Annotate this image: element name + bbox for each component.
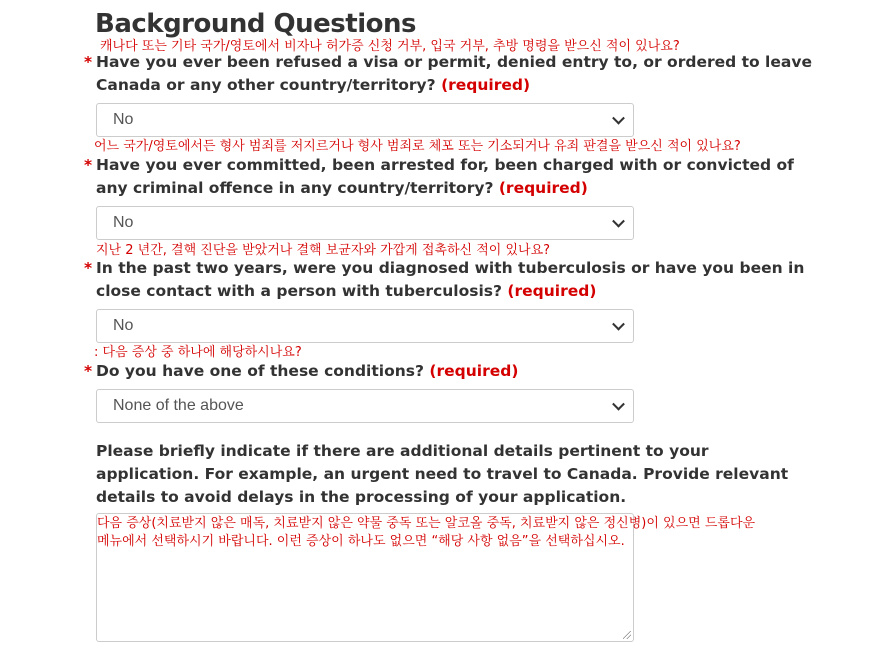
q3-label <box>84 257 816 303</box>
chevron-down-icon <box>612 398 625 411</box>
chevron-down-icon <box>612 318 625 331</box>
section-title: Background Questions <box>95 9 416 39</box>
q1-label <box>84 51 816 97</box>
q1-select[interactable] <box>96 103 634 137</box>
q4-select[interactable] <box>96 389 634 423</box>
chevron-down-icon <box>612 112 625 125</box>
details-label: Please briefly indicate if there are additional details pertinent to your application. For example, an urgent need to travel to Canada. Provide relevant details to avoid delays in the processing of your application. <box>96 442 789 506</box>
required-marker: * <box>84 259 93 277</box>
q3-selected-value: No <box>113 317 134 334</box>
q1-translation: 캐나다 또는 기타 국가/영토에서 비자나 허가증 신청 거부, 입국 거부, 추방 명령을 받으신 적이 있나요? <box>100 39 680 54</box>
details-translation-note: 다음 증상(치료받지 않은 매독, 치료받지 않은 약물 중독 또는 알코올 중독, 치료받지 않은 정신병)이 있으면 드롭다운 메뉴에서 선택하시기 바랍니다. 이런 증상이 하나도 없으면 “해당 사항 없음”을 선택하십시오. <box>97 516 756 549</box>
required-marker: * <box>84 156 93 174</box>
required-label: (required) <box>498 179 588 197</box>
q1-selected-value: No <box>113 111 134 128</box>
required-label: (required) <box>441 76 531 94</box>
required-label: (required) <box>429 362 519 380</box>
q1-text: Have you ever been refused a visa or permit, denied entry to, or ordered to leave Canada or any other country/territory? <box>96 53 812 94</box>
q2-selected-value: No <box>113 214 134 231</box>
q3-text: In the past two years, were you diagnosed with tuberculosis or have you been in close contact with a person with tuberculosis? <box>96 259 805 300</box>
q4-selected-value: None of the above <box>113 397 244 414</box>
chevron-down-icon <box>612 215 625 228</box>
required-label: (required) <box>507 282 597 300</box>
q4-translation: : 다음 증상 중 하나에 해당하시나요? <box>94 345 302 360</box>
q3-select[interactable] <box>96 309 634 343</box>
q2-text: Have you ever committed, been arrested for, been charged with or convicted of any criminal offence in any country/territory? <box>96 156 794 197</box>
q4-text: Do you have one of these conditions? <box>96 362 424 380</box>
required-marker: * <box>84 53 93 71</box>
resize-handle-icon[interactable] <box>623 631 631 639</box>
q4-label <box>84 360 816 383</box>
q2-translation: 어느 국가/영토에서든 형사 범죄를 저지르거나 형사 범죄로 체포 또는 기소되거나 유죄 판결을 받으신 적이 있나요? <box>94 139 741 154</box>
q2-label <box>84 154 816 200</box>
q2-select[interactable] <box>96 206 634 240</box>
q3-translation: 지난 2 년간, 결핵 진단을 받았거나 결핵 보균자와 가깝게 접촉하신 적이 있나요? <box>96 243 551 258</box>
details-textarea[interactable] <box>96 513 756 642</box>
required-marker: * <box>84 362 93 380</box>
